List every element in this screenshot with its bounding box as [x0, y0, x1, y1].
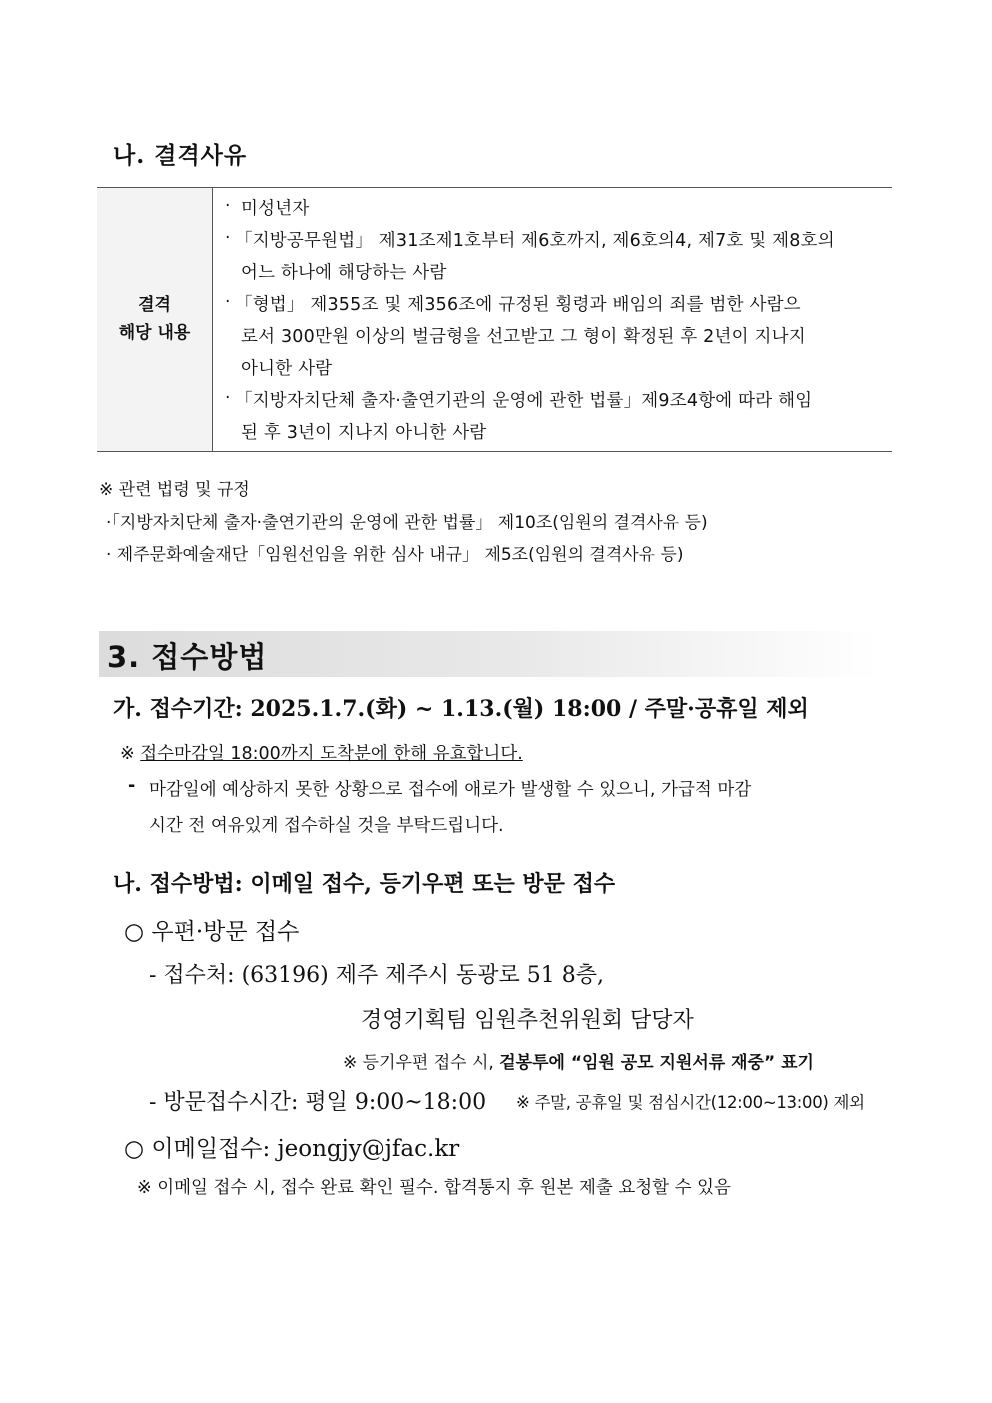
section-heading-disqualification: 나. 결격사유 [113, 142, 248, 169]
receipt-detail-line-1: 마감일에 예상하지 못한 상황으로 접수에 애로가 발생할 수 있으니, 가급적 마감 [149, 780, 752, 800]
receipt-method-heading: 나. 접수방법: 이메일 접수, 등기우편 또는 방문 접수 [113, 871, 616, 897]
table-label-line-2: 해당 내용 [118, 323, 191, 343]
address-line-2: 경영기획팀 임원추천위원회 담당자 [361, 1008, 694, 1033]
table-item-1-line-1: 미성년자 [241, 199, 310, 219]
table-item-2-line-1: 「지방공무원법」 제31조제1호부터 제6호까지, 제6호의4, 제7호 및 제8호의 [235, 231, 835, 251]
email-receipt-title: ○ 이메일접수: jeongjy@jfac.kr [124, 1136, 460, 1162]
receipt-detail-line-2: 시간 전 여유있게 접수하실 것을 부탁드립니다. [149, 816, 504, 836]
bullet: · [225, 388, 231, 408]
section-3-title: 3. 접수방법 [107, 640, 268, 674]
bullet: · [225, 228, 231, 248]
visit-time-note: ※ 주말, 공휴일 및 점심시간(12:00~13:00) 제외 [516, 1093, 865, 1112]
address-line-1: - 접수처: (63196) 제주 제주시 동광로 51 8층, [149, 963, 604, 988]
receipt-period-heading: 가. 접수기간: 2025.1.7.(화) ~ 1.13.(월) 18:00 / 주말·공휴일 제외 [113, 696, 809, 722]
table-item-3-line-2: 로서 300만원 이상의 벌금형을 선고받고 그 형이 확정된 후 2년이 지나지 [241, 327, 806, 347]
bullet: · [225, 196, 231, 216]
section-3-banner [99, 631, 879, 677]
dash-marker: - [128, 776, 136, 796]
table-content-cell [213, 188, 892, 451]
related-laws-header: ※ 관련 법령 및 규정 [99, 480, 250, 500]
deadline-note-text: 접수마감일 18:00까지 도착분에 한해 유효합니다. [140, 744, 523, 764]
table-label-line-1: 결격 [138, 295, 171, 315]
table-item-2-line-2: 어느 하나에 해당하는 사람 [241, 263, 447, 283]
table-label-cell [97, 188, 213, 451]
table-item-4-line-2: 된 후 3년이 지나지 아니한 사람 [241, 423, 487, 443]
disqualification-table [97, 187, 892, 452]
table-item-3-line-3: 아니한 사람 [241, 359, 333, 379]
deadline-note [120, 740, 523, 765]
table-item-4-line-1: 「지방자치단체 출자·출연기관의 운영에 관한 법률」제9조4항에 따라 해임 [235, 391, 813, 411]
registered-mail-note-bold: 겉봉투에 “임원 공모 지원서류 재중” 표기 [499, 1053, 814, 1073]
registered-mail-note-prefix: ※ 등기우편 접수 시, [343, 1053, 500, 1073]
visit-time: - 방문접수시간: 평일 9:00~18:00 [149, 1090, 487, 1115]
related-law-item-2: · 제주문화예술재단「임원선임을 위한 심사 내규」 제5조(임원의 결격사유 등) [106, 545, 684, 565]
registered-mail-note [343, 1048, 814, 1073]
post-visit-title: ○ 우편·방문 접수 [124, 919, 300, 945]
bullet: · [225, 292, 231, 312]
email-receipt-note: ※ 이메일 접수 시, 접수 완료 확인 필수. 합격통지 후 원본 제출 요청할 수 있음 [137, 1178, 731, 1198]
related-law-item-1: ·「지방자치단체 출자·출연기관의 운영에 관한 법률」 제10조(임원의 결격사유 등) [106, 513, 708, 533]
table-item-3-line-1: 「형법」 제355조 및 제356조에 규정된 횡령과 배임의 죄를 범한 사람으 [235, 295, 801, 315]
note-mark: ※ [120, 744, 135, 764]
